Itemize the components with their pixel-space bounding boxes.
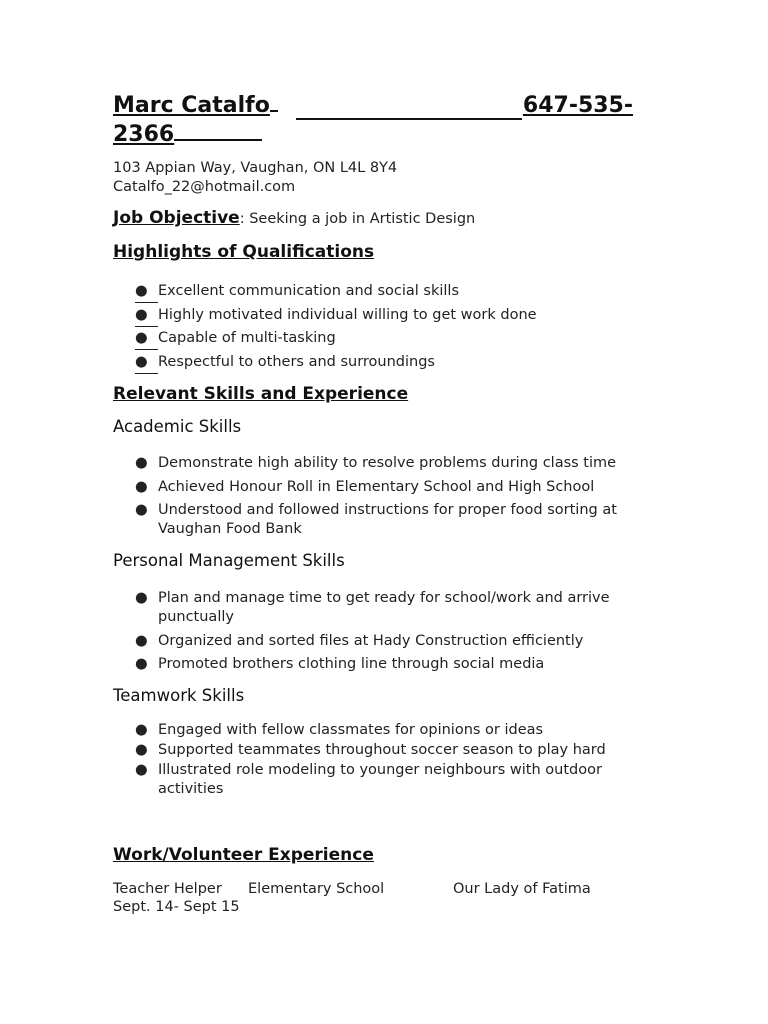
academic-skills-list <box>135 454 655 544</box>
objective-text: : Seeking a job in Artistic Design <box>239 211 476 227</box>
address: 103 Appian Way, Vaughan, ON L4L 8Y4 <box>113 160 398 176</box>
list-item: ● Capable of multi-tasking <box>135 330 336 347</box>
teamwork-skills-heading: Teamwork Skills <box>113 686 245 705</box>
bullet-icon: ● <box>135 478 148 495</box>
phone-number-part1: 647-535- <box>522 93 633 118</box>
highlights-heading: Highlights of Qualifications <box>113 242 375 262</box>
list-item: ● Promoted brothers clothing line through social media <box>135 656 545 672</box>
teamwork-skills-list <box>135 721 655 800</box>
bullet-icon: ● <box>135 722 148 738</box>
bullet-icon: ● <box>135 590 148 606</box>
resume-header <box>113 91 653 149</box>
bullet-icon: ● <box>135 305 158 325</box>
list-item: ● Supported teammates throughout soccer season to play hard <box>135 742 606 758</box>
work-organization: Our Lady of Fatima <box>453 881 591 897</box>
personal-management-heading: Personal Management Skills <box>113 551 345 570</box>
bullet-icon: ● <box>135 352 158 372</box>
work-experience-heading: Work/Volunteer Experience <box>113 845 374 865</box>
list-item: ● Organized and sorted files at Hady Construction efficiently <box>135 632 584 649</box>
bullet-icon: ● <box>135 762 148 778</box>
work-role: Teacher Helper <box>113 881 222 897</box>
list-item: ● Understood and followed instructions for proper food sorting at Vaughan Food Bank <box>135 502 617 537</box>
phone-number-part2: 2366 <box>113 122 175 147</box>
list-item: ● Engaged with fellow classmates for opinions or ideas <box>135 722 544 738</box>
list-item: ● Respectful to others and surroundings <box>135 353 435 370</box>
work-place: Elementary School <box>248 881 385 897</box>
list-item: ● Highly motivated individual willing to get work done <box>135 306 537 323</box>
list-item: ● Plan and manage time to get ready for school/work and arrive punctually <box>135 590 610 625</box>
bullet-icon: ● <box>135 502 148 518</box>
personal-management-list <box>135 589 655 679</box>
work-entry <box>113 880 633 916</box>
highlights-list <box>135 281 537 375</box>
bullet-icon: ● <box>135 328 158 348</box>
bullet-icon: ● <box>135 455 148 471</box>
contact-info <box>113 159 397 197</box>
work-dates: Sept. 14- Sept 15 <box>113 899 240 915</box>
bullet-icon: ● <box>135 281 158 301</box>
email: Catalfo_22@hotmail.com <box>113 179 296 195</box>
list-item: ● Demonstrate high ability to resolve problems during class time <box>135 455 617 471</box>
relevant-skills-heading: Relevant Skills and Experience <box>113 384 409 404</box>
objective-label: Job Objective <box>113 208 240 228</box>
bullet-icon: ● <box>135 656 148 672</box>
list-item: ● Excellent communication and social skills <box>135 283 460 299</box>
candidate-name: Marc Catalfo <box>113 93 270 118</box>
bullet-icon: ● <box>135 632 148 649</box>
list-item: ● Achieved Honour Roll in Elementary School and High School <box>135 478 595 495</box>
academic-skills-heading: Academic Skills <box>113 417 242 436</box>
list-item: ● Illustrated role modeling to younger neighbours with outdoor activities <box>135 762 602 797</box>
bullet-icon: ● <box>135 742 148 758</box>
job-objective <box>113 208 475 228</box>
